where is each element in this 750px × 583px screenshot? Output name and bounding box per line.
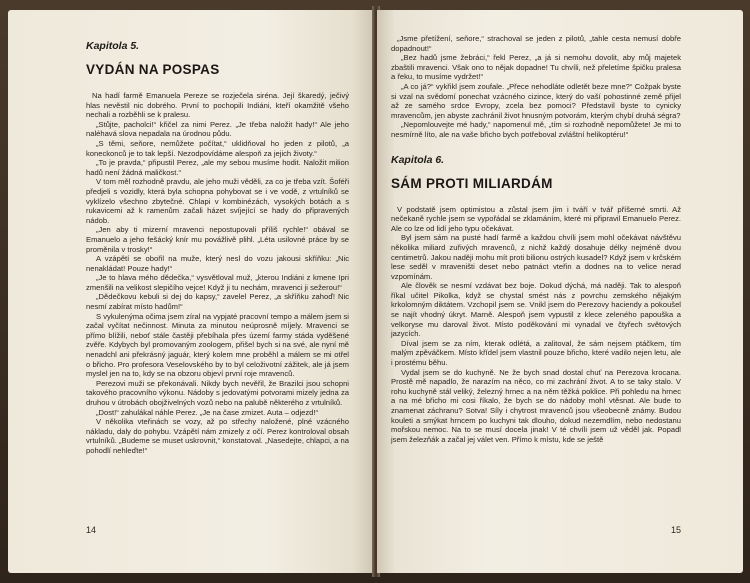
- paragraph: „A co já?“ vykřikl jsem zoufale. „Přece nehodláte odletět beze mne?“ Cožpak byste si vzal na svědomí ponechat vzácného cizince, který do vaší pohostinné země přijel až ze samého srdce Evropy, zcela bez pomoci? Představil byste to cynicky mravencům, jen abyste zachránil život hnusným potvorám, kterým chybí druhá ségra?: [391, 81, 681, 120]
- paragraph: V tom měl rozhodně pravdu, ale jeho muži věděli, za co je třeba vzít. Šoféři předjeli s vozidly, která byla schopna pohybovat se i ve vodě, z vrtulníků se vyklízelo všechno zbytečné. Chlapi v kombinézách, vysokých botách a s rukavicemi až k ramenům začali házet svíjející se hady do připravených nádob.: [86, 177, 349, 225]
- chapter-title: VYDÁN NA POSPAS: [86, 62, 220, 77]
- paragraph: „To je pravda,“ připustil Perez, „ale my sebou musíme hodit. Naložit milion hadů není žádná maličkost.“: [86, 158, 349, 177]
- paragraph: „Jen aby ti mizerní mravenci nepostupovali příliš rychle!“ obával se Emanuelo a jeho fešácký knír mu povážlivě plihl. „Léta usilovné práce by se proměnila v trosky!“: [86, 225, 349, 254]
- paragraph: V podstatě jsem optimistou a zůstal jsem jím i tváří v tvář příšerné smrti. Až nečekaně rychle jsem se vypořádal se zklamáním, které mi připravil Emanuelo Perez. Ale co lze od lidí jeho typu očekávat.: [391, 204, 681, 233]
- paragraph: V několika vteřinách se vozy, až po střechy naložené, plné vzácného nákladu, daly do pohybu. Vzápětí nám zmizely z očí. Perez kontroloval obsah vrtulníků. „Budeme se muset uskrovnit,“ konstatoval. „Nasedejte, chlapci, a na pohodlí nehleďte!“: [86, 417, 349, 455]
- paragraph: Perezovi muži se překonávali. Nikdy bych nevěřil, že Brazilci jsou schopni takového pracovního výkonu. Nádoby s jedovatými potvorami mizely jedna za druhou v útrobách obojživelných vozů nebo na palubě některého z vrtulníků.: [86, 378, 349, 407]
- paragraph: A vzápětí se obořil na muže, který nesl do vozu jakousi skříňku: „Nic nenakládat! Pouze hady!“: [86, 254, 349, 273]
- left-page-text: [86, 91, 349, 456]
- paragraph: „Dědečkovu kebuli si dej do kapsy,“ zavelel Perez, „a skříňku zahoď! Nic nesmí zabírat místo hadům!“: [86, 292, 349, 312]
- paragraph: Díval jsem se za ním, kterak odlétá, a zalitoval, že sám nejsem ptáčkem, tím malým zpěváčkem. Místo křídel jsem vlastnil pouze břicho, které vadilo nejen letu, ale i prostému běhu.: [391, 338, 681, 368]
- right-page-text: [391, 205, 681, 445]
- chapter-label: Kapitola 5.: [86, 40, 140, 52]
- right-page: [377, 10, 743, 573]
- paragraph: Na hadí farmě Emanuela Pereze se rozječela siréna. Její škaredý, ječivý hlas nevěstil nic dobrého. První to pochopili Indiáni, kteří okamžitě všeho nechali a rozběhli se k pralesu.: [86, 91, 349, 120]
- paragraph: Byl jsem sám na pusté hadí farmě a každou chvíli jsem mohl očekávat návštěvu několika miliard zuřivých mravenců, z nichž každý dosahuje délky nejméně dvou centimetrů. Jakou naději mohu mít proti bilionu ostrých kusadel? Když jsem v krčském lese seděl v mraveništi deset nebo patnáct vteřin a dodnes na to velice nerad vzpomínám.: [391, 233, 681, 281]
- paragraph: „Bez hadů jsme žebráci,“ řekl Perez, „a já si nemohu dovolit, aby můj majetek zbaštili mravenci. Však ono to nějak dopadne! Tu chvíli, než přeletíme špičku pralesa a řeku, to musíme vydržet!“: [391, 53, 681, 82]
- paragraph: Vydal jsem se do kuchyně. Ne že bych snad dostal chuť na Perezova krocana. Prostě mě napadlo, že narazím na něco, co mi zachrání život. A to se taky stalo. V rohu kuchyně stál veliký, železný hrnec a na něm těžká poklice. Při pohledu na hrnec a na mé břicho mi cosi říkalo, že bych se do nádoby mohl vtěsnat. Ale bude to znamenat záchranu? Sotva! Síly i chytrost mravenců jsou všeobecně známy. Budou kouleti a smýkat hrncem po kuchyni tak dlouho, dokud nezemdlím, nebo nedostanu mořskou nemoc. Na to se musí docela jinak! V té chvíli jsem už věděl jak. Popadl jsem železňák a začal jej válet ven. Přímo k místu, kde se ještě: [391, 367, 681, 444]
- paragraph: S vykulenýma očima jsem zíral na vypjaté pracovní tempo a málem jsem si začal vyčítat nečinnost. Minuta za minutou neúprosně míjely. Mravenci se přímo blížili, neboť stále častěji přebíhala přes území farmy stáda vyděšené zvěře. Kdybych byl promovaným zoologem, přišel bych si na své, ale nyní mě nenadchl ani překrásný jaguár, který kolem mne proběhl a málem se mi otřel o břicho. Pro profesora Veselovského by to byl celoživotní zážitek, ale já jsem myslel jen na to, kdy se na obzoru objeví první roje mravenců.: [86, 311, 349, 379]
- paragraph: „Je to hlava mého dědečka,“ vysvětloval muž, „kterou Indiáni z kmene Ipri zmenšili na velikost slepičího vejce! Když ji tu nechám, mravenci ji sežerou!“: [86, 273, 349, 292]
- page-number: 15: [670, 525, 681, 535]
- paragraph: „Jsme přetížení, seňore,“ strachoval se jeden z pilotů, „tahle cesta nemusí dobře dopadnout!“: [391, 34, 681, 53]
- chapter-label: Kapitola 6.: [391, 153, 445, 166]
- paragraph: „Nepomlouvejte mé hady,“ napomenul mě, „tím si rozhodně nepomůžete! Je mi to nesmírně líto, ale na vaše břicho bych potřeboval zvláštní helikoptéru!“: [391, 120, 681, 139]
- paragraph: „S těmi, seňore, nemůžete počítat,“ uklidňoval ho jeden z pilotů, „a koneckonců je to tak lepší. Nezodpovídáme alespoň za jejich životy.“: [86, 138, 349, 158]
- paragraph: „Dost!“ zahulákal náhle Perez. „Je na čase zmizet. Auta – odjezd!“: [96, 407, 319, 417]
- paragraph: „Stůjte, pacholci!“ křičel za nimi Perez. „Je třeba naložit hady!“ Ale jeho naléhavá slova nepadala na úrodnou půdu.: [86, 119, 349, 139]
- left-page: [8, 10, 375, 573]
- chapter-title: SÁM PROTI MILIARDÁM: [391, 175, 553, 191]
- paragraph: Ale člověk se nesmí vzdávat bez boje. Dokud dýchá, má naději. Tak to alespoň říkal učitel Pikolka, když se chystal smést nás z povrchu zemského nějakým krkolomným diktátem. Vzchopil jsem se. Vnikl jsem do Perezovy haciendy a pokoušel se najít vhodný úkryt. Marně. Alespoň jsem vypustil z klece zeleného papouška a velkoryse mu daroval život. Místo poděkování mi vynadal ve čtyřech světových jazycích.: [391, 281, 681, 339]
- right-page-top-text: [391, 34, 681, 140]
- page-number: 14: [86, 525, 97, 535]
